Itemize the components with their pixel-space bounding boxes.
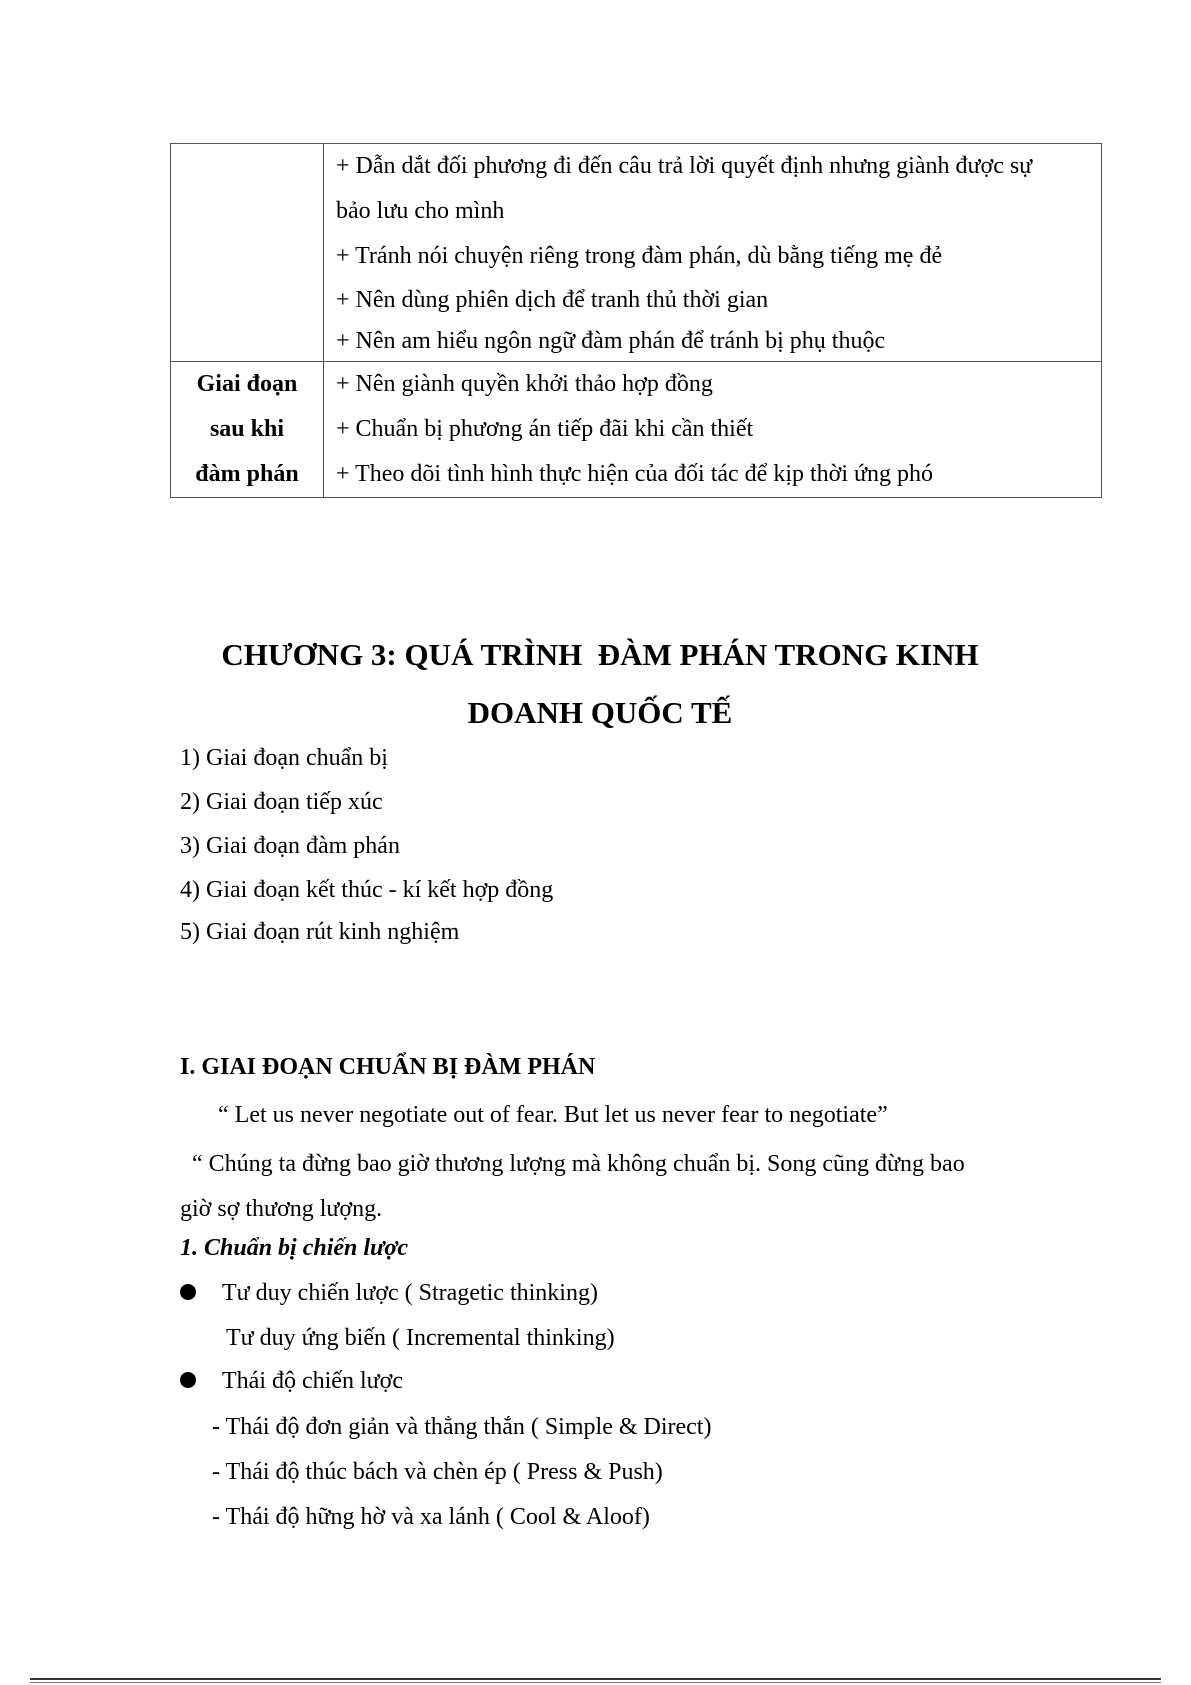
negotiation-tips-table bbox=[170, 143, 1102, 498]
attitude-item: - Thái độ đơn giản và thẳng thắn ( Simple & Direct) bbox=[212, 1414, 712, 1440]
table-row bbox=[171, 362, 1102, 498]
section-heading: I. GIAI ĐOẠN CHUẨN BỊ ĐÀM PHÁN bbox=[180, 1054, 596, 1080]
quote-english: “ Let us never negotiate out of fear. But let us never fear to negotiate” bbox=[218, 1102, 888, 1128]
list-item: 3) Giai đoạn đàm phán bbox=[180, 833, 400, 859]
row-label-line: đàm phán bbox=[195, 461, 299, 487]
table-line: + Nên giành quyền khởi thảo hợp đồng bbox=[336, 371, 713, 397]
table-line: + Tránh nói chuyện riêng trong đàm phán, dù bằng tiếng mẹ đẻ bbox=[336, 243, 943, 269]
bullet-text: Thái độ chiến lược bbox=[222, 1368, 403, 1394]
table-cell-content bbox=[324, 144, 1102, 362]
table-cell-content bbox=[324, 362, 1102, 498]
list-item: 5) Giai đoạn rút kinh nghiệm bbox=[180, 919, 460, 945]
row-label-line: Giai đoạn bbox=[196, 371, 298, 397]
bullet-text: Tư duy chiến lược ( Stragetic thinking) bbox=[222, 1280, 598, 1306]
table-line: + Nên am hiểu ngôn ngữ đàm phán để tránh bị phụ thuộc bbox=[336, 328, 886, 354]
table-line: + Nên dùng phiên dịch để tranh thủ thời gian bbox=[336, 287, 769, 313]
attitude-item: - Thái độ hững hờ và xa lánh ( Cool & Aloof) bbox=[212, 1504, 650, 1530]
row-label-line: sau khi bbox=[209, 416, 285, 442]
sub-heading: 1. Chuẩn bị chiến lược bbox=[180, 1235, 408, 1261]
bullet-continuation: Tư duy ứng biến ( Incremental thinking) bbox=[226, 1325, 615, 1351]
table-cell-label bbox=[171, 362, 324, 498]
bullet-item bbox=[180, 1364, 403, 1398]
list-item: 1) Giai đoạn chuẩn bị bbox=[180, 745, 388, 771]
quote-vietnamese: “ Chúng ta đừng bao giờ thương lượng mà không chuẩn bị. Song cũng đừng bao giờ sợ thương lượng. bbox=[180, 1151, 965, 1222]
table-line: + Theo dõi tình hình thực hiện của đối tác để kịp thời ứng phó bbox=[336, 461, 934, 487]
list-item: 2) Giai đoạn tiếp xúc bbox=[180, 789, 383, 815]
list-item: 4) Giai đoạn kết thúc - kí kết hợp đồng bbox=[180, 877, 554, 903]
chapter-title-line: DOANH QUỐC TẾ bbox=[467, 695, 733, 730]
bullet-item bbox=[180, 1276, 598, 1310]
table-line: bảo lưu cho mình bbox=[336, 198, 505, 224]
footer-rule bbox=[30, 1678, 1161, 1680]
chapter-title-line: CHƯƠNG 3: QUÁ TRÌNH ĐÀM PHÁN TRONG KINH bbox=[221, 637, 979, 672]
bullet-dot-icon bbox=[180, 1372, 196, 1388]
stages-list bbox=[180, 736, 553, 954]
table-row bbox=[171, 144, 1102, 362]
table-cell-label bbox=[171, 144, 324, 362]
attitude-item: - Thái độ thúc bách và chèn ép ( Press & Push) bbox=[212, 1459, 663, 1485]
table-line: + Chuẩn bị phương án tiếp đãi khi cần thiết bbox=[336, 416, 754, 442]
chapter-title bbox=[150, 626, 1050, 742]
bullet-dot-icon bbox=[180, 1284, 196, 1300]
table-line: + Dẫn dắt đối phương đi đến câu trả lời quyết định nhưng giành được sự bbox=[336, 153, 1033, 179]
footer-rule bbox=[30, 1682, 1161, 1683]
